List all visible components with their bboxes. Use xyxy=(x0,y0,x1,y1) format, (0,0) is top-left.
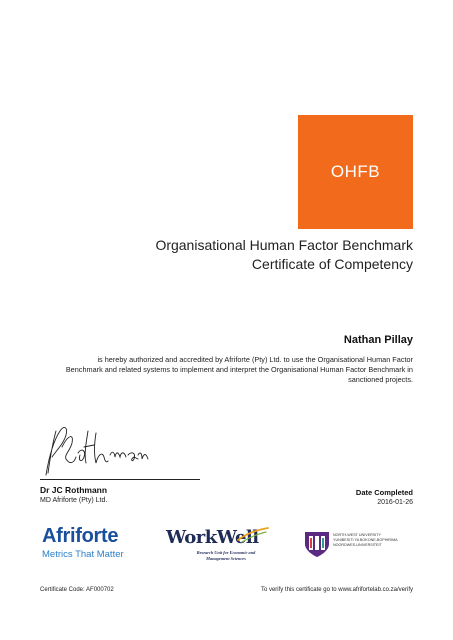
nwu-name xyxy=(333,533,398,548)
authorization-line-2: Benchmark and related systems to implement and interpret the Organisational Human Factor Benchmark in xyxy=(65,365,413,374)
authorization-line-1: is hereby authorized and accredited by Afriforte (Pty) Ltd. to use the Organisational Human Factor xyxy=(97,355,413,364)
nwu-crest-icon xyxy=(303,528,331,558)
afriforte-logo: Afriforte xyxy=(42,525,119,547)
verify-link[interactable]: To verify this certificate go to www.afrifortelab.co.za/verify xyxy=(260,587,413,593)
signatory-role: MD Afriforte (Pty) Ltd. xyxy=(40,497,108,504)
signature-icon xyxy=(38,425,150,480)
ohfb-logo-text: OHFB xyxy=(330,162,381,181)
certificate-title xyxy=(53,236,413,274)
authorization-text xyxy=(28,355,413,385)
authorization-line-3: sanctioned projects. xyxy=(348,375,413,384)
signature-line xyxy=(40,479,200,480)
date-label: Date Completed xyxy=(355,488,413,497)
nwu-name-line-2: YUNIBESITI YA BOKONE-BOPHIRIMA xyxy=(333,538,398,542)
signatory-name: Dr JC Rothmann xyxy=(40,485,108,495)
afriforte-tagline: Metrics That Matter xyxy=(42,549,124,560)
date-value: 2016-01-26 xyxy=(377,499,413,506)
nwu-name-line-3: NOORDWES-UNIVERSITEIT xyxy=(333,543,382,547)
ohfb-logo xyxy=(298,115,413,229)
workwell-subtitle xyxy=(176,550,276,561)
nwu-name-line-1: NORTH-WEST UNIVERSITY xyxy=(333,533,382,537)
workwell-subtitle-line-2: Management Sciences xyxy=(206,555,246,561)
certificate-code: Certificate Code: AF000702 xyxy=(40,587,114,593)
title-line-1: Organisational Human Factor Benchmark xyxy=(155,237,413,253)
title-line-2: Certificate of Competency xyxy=(251,256,413,272)
workwell-logo: WorkWell xyxy=(166,527,259,548)
workwell-swoosh-icon xyxy=(236,526,270,544)
workwell-subtitle-line-1: Research Unit for Economic and xyxy=(196,550,256,555)
recipient-name: Nathan Pillay xyxy=(343,334,413,346)
